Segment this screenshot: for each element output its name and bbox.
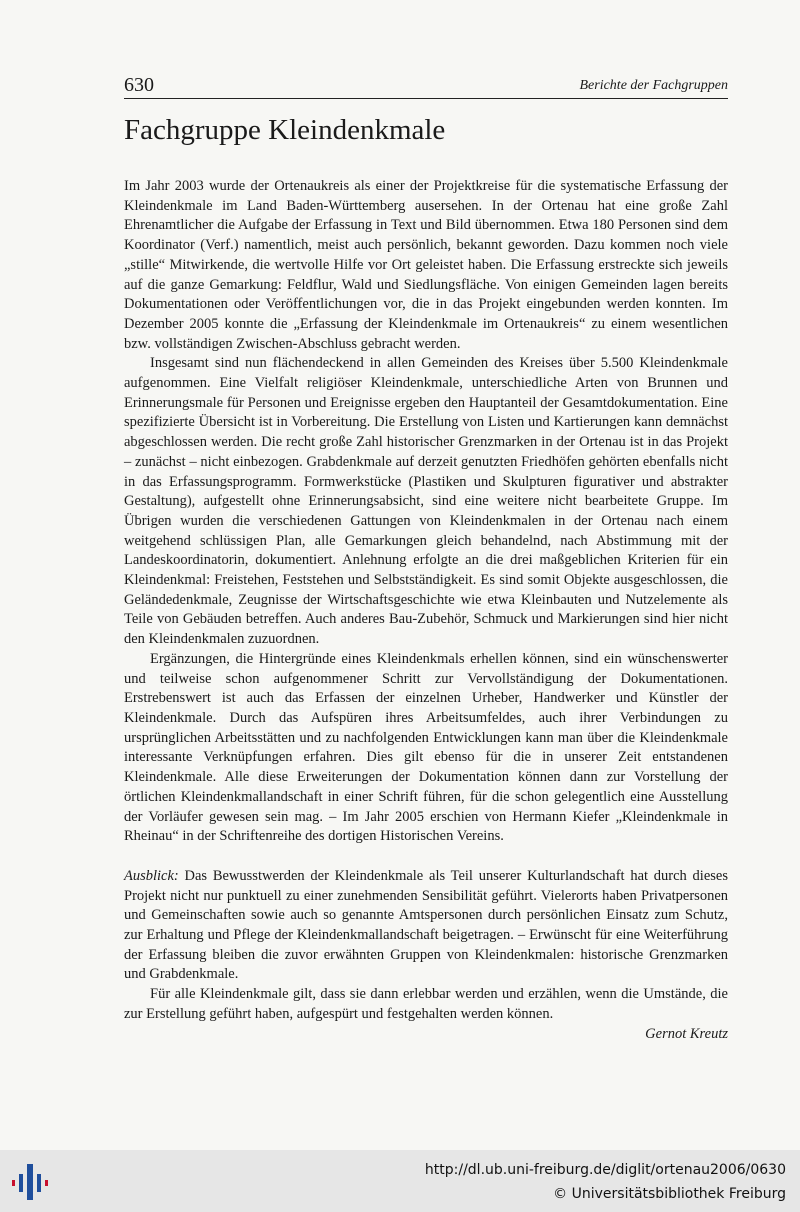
paragraph-3: Ergänzungen, die Hintergründe eines Kleindenkmals erhellen können, sind ein wünschenswerter und teilweise schon aufgenommener Schritt zur Vervollständigung der Dokumentationen. Erstrebenswert ist auch das Erfassen der einzelnen Urheber, Handwerker und Künstler der Kleindenkmale. Durch das Aufspüren ihres Arbeitsumfeldes, auch ihrer Verbindungen zu ursprünglichen Arbeitsstätten und zu nachfolgenden Entwicklungen kann man über die Kleindenkmale interessante Verknüpfungen erfahren. Dies gilt ebenso für die in unserer Zeit entstandenen Kleindenkmale. Alle diese Erweiterungen der Dokumentation können dann zur Vorstellung der örtlichen Kleindenkmallandschaft in einer Schrift führen, für die schon gelegentlich eine Ausstellung der Vorläufer gewesen sein mag. – Im Jahr 2005 erschien von Hermann Kiefer „Kleindenkmale in Rheinau“ in der Schriftenreihe des dortigen Historischen Vereins. (124, 650, 728, 845)
copyright-notice: © Universitätsbibliothek Freiburg (553, 1186, 786, 1202)
page-number: 630 (124, 74, 154, 96)
running-header (124, 74, 728, 99)
university-library-logo-icon (8, 1160, 52, 1204)
running-title: Berichte der Fachgruppen (579, 78, 728, 93)
article-body (124, 177, 728, 1044)
author-signature: Gernot Kreutz (645, 1025, 728, 1042)
permalink-url[interactable]: http://dl.ub.uni-freiburg.de/diglit/ortenau2006/0630 (424, 1162, 786, 1178)
viewer-footer (0, 1150, 800, 1212)
paragraph-2: Insgesamt sind nun flächendeckend in allen Gemeinden des Kreises über 5.500 Kleindenkmale aufgenommen. Eine Vielfalt religiöser Kleindenkmale, unterschiedliche Arten von Brunnen und Erinnerungsmale für Personen und Ereignisse ergeben den Hauptanteil der Gesamtdokumentation. Eine spezifizierte Übersicht ist in Vorbereitung. Die Erstellung von Listen und Kartierungen kann demnächst abgeschlossen werden. Die recht große Zahl historischer Grenzmarken in der Ortenau ist in das Projekt – zunächst – nicht einbezogen. Grabdenkmale auf derzeit genutzten Friedhöfen gehörten ebenfalls nicht in das Erfassungsprogramm. Formwerkstücke (Plastiken und Skulpturen figurativer und abstrakter Gestaltung), aufgestellt ohne Erinnerungsabsicht, sind eine weitere nicht bearbeitete Gruppe. Im Übrigen wurden die verschiedenen Gattungen von Kleindenkmalen in der Ortenau nach einem weitgehend schlüssigen Plan, alle Gemarkungen gleich behandelnd, nach Abstimmung mit der Landeskoordinatorin, dokumentiert. Anlehnung erfolgte an die drei maßgeblichen Kriterien für ein Kleindenkmal: Freistehen, Feststehen und Selbstständigkeit. Es sind somit Objekte ausgeschlossen, die Geländedenkmale, Zeugnisse der Wirtschaftsgeschichte wie etwa Kleinbauten und Nutzelemente als Teile von Gebäuden betreffen. Auch anderes Bau-Zubehör, Schmuck und Markierungen sind hier nicht den Kleindenkmalen zuzuordnen. (124, 355, 728, 648)
article-title: Fachgruppe Kleindenkmale (124, 114, 446, 146)
outlook-label: Ausblick: (124, 867, 179, 884)
outlook-paragraph (124, 867, 728, 985)
paragraph-1: Im Jahr 2003 wurde der Ortenaukreis als einer der Projektkreise für die systematische Erfassung der Kleindenkmale im Land Baden-Württemberg ausersehen. In der Ortenau hat eine große Zahl Ehrenamtlicher die Aufgabe der Erfassung in Text und Bild übernommen. Etwa 180 Personen sind dem Koordinator (Verf.) namentlich, meist auch persönlich, bekannt geworden. Dazu kommen noch viele „stille“ Mitwirkende, die wertvolle Hilfe vor Ort geleistet haben. Die Erfassung erstreckte sich jeweils auf die ganze Gemarkung: Feldflur, Wald und Siedlungsfläche. Von einigen Gemeinden lagen bereits Dokumentationen oder Veröffentlichungen vor, die in das Projekt eingebunden werden konnten. Im Dezember 2005 konnte die „Erfassung der Kleindenkmale im Ortenaukreis“ zu einem wesentlichen bzw. vollständigen Zwischen-Abschluss gebracht werden. (124, 178, 728, 352)
outlook-text: Das Bewusstwerden der Kleindenkmale als Teil unserer Kulturlandschaft hat durch dieses Projekt nicht nur punktuell zu einer zunehmenden Sensibilität geführt. Vielerorts haben Privatpersonen und Gemeinschaften sowie auch so genannte Amtspersonen durch persönlichen Einsatz zum Schutz, zur Erhaltung und Pflege der Kleindenkmallandschaft beigetragen. – Erwünscht für eine Weiterführung der Erfassung bleiben die zuvor erwähnten Gruppen von Kleindenkmalen: historische Grenzmarken und Grabdenkmale. (124, 867, 728, 983)
closing-paragraph: Für alle Kleindenkmale gilt, dass sie dann erlebbar werden und erzählen, wenn die Umstände, die zur Erstellung geführt haben, aufgespürt und festgehalten werden können. (124, 986, 728, 1022)
